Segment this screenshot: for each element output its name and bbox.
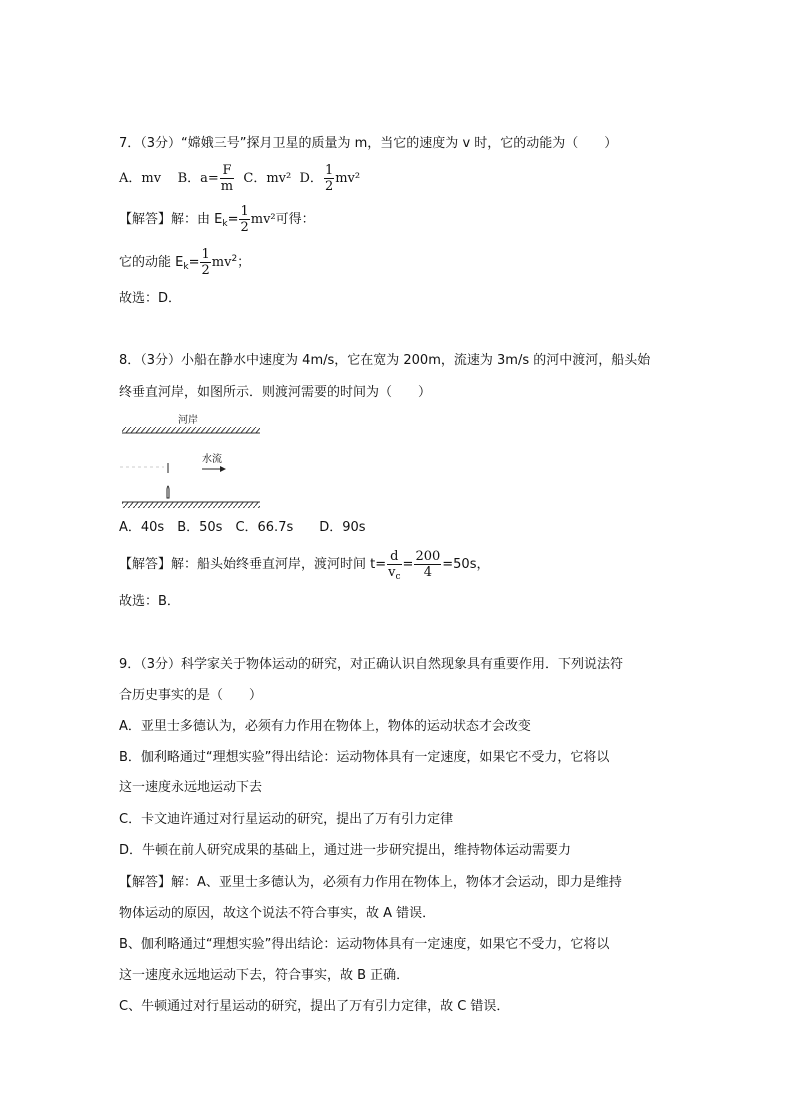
bottom-bank xyxy=(122,502,260,508)
q9-option-d: D．牛顿在前人研究成果的基础上，通过进一步研究提出，维持物体运动需要力 xyxy=(119,843,572,858)
flow-label: 水流 xyxy=(202,454,222,465)
q9-answer-line3: B、伽利略通过“理想实验”得出结论：运动物体具有一定速度，如果它不受力，它将以 xyxy=(119,937,610,952)
q7-option-b: B．a= $\frac{F}{m}$ xyxy=(177,163,234,194)
bank-label: 河岸 xyxy=(178,415,198,426)
q7-answer: 【解答】解：由 $E_k=$ $\frac{1}{2}$ mv²可得： xyxy=(119,204,315,235)
q9-answer-line4: 这一速度永远地运动下去，符合事实，故 B 正确． xyxy=(119,968,410,983)
q9-answer-line1: 【解答】解：A、亚里士多德认为，必须有力作用在物体上，物体才会运动，即力是维持 xyxy=(119,875,622,890)
q9-answer-line2: 物体运动的原因，故这个说法不符合事实，故 A 错误． xyxy=(119,906,436,921)
q8-stem-line2: 终垂直河岸，如图所示．则渡河需要的时间为（ ） xyxy=(119,385,432,400)
q7-kinetic-energy: 它的动能 $E_k=$ $\frac{1}{2}$ $mv^2$； xyxy=(119,247,251,278)
q9-option-c: C．卡文迪许通过对行星运动的研究，提出了万有引力定律 xyxy=(119,812,454,827)
q7-choice: 故选：D． xyxy=(119,291,182,306)
q9-stem-line2: 合历史事实的是（ ） xyxy=(119,688,263,703)
q8-options: A．40s B．50s C．66.7s D．90s xyxy=(119,520,366,535)
top-bank xyxy=(122,427,260,433)
q9-option-b-line1: B．伽利略通过“理想实验”得出结论：运动物体具有一定速度，如果它不受力，它将以 xyxy=(119,750,610,765)
river-figure xyxy=(120,410,265,510)
q7-stem: 7．（3分）“嫦娥三号”探月卫星的质量为 m，当它的速度为 v 时，它的动能为（ ） xyxy=(119,136,618,151)
q9-option-a: A．亚里士多德认为，必须有力作用在物体上，物体的运动状态才会改变 xyxy=(119,719,531,734)
q8-stem-line1: 8．（3分）小船在静水中速度为 4m/s，它在宽为 200m，流速为 3m/s 的河中渡河，船头始 xyxy=(119,353,651,368)
q8-choice: 故选：B． xyxy=(119,594,180,609)
river-diagram xyxy=(120,410,265,510)
q9-stem-line1: 9．（3分）科学家关于物体运动的研究，对正确认识自然现象具有重要作用．下列说法符 xyxy=(119,657,624,672)
q8-answer: 【解答】解：船头始终垂直河岸，渡河时间 t= $\frac{d}{v_c}$ = $\frac{200}{4}$ =50s， xyxy=(119,549,490,582)
boat-icon xyxy=(167,486,169,498)
q9-answer-line5: C、牛顿通过对行星运动的研究，提出了万有引力定律，故 C 错误． xyxy=(119,999,510,1014)
q7-option-c: C．mv² xyxy=(243,171,292,186)
q7-option-d: D． $\frac{1}{2}$ mv² xyxy=(299,163,361,194)
q7-options xyxy=(119,163,360,194)
flow-arrow xyxy=(202,466,226,472)
q7-option-a: A．mv xyxy=(119,171,162,186)
q9-option-b-line2: 这一速度永远地运动下去 xyxy=(119,780,263,795)
